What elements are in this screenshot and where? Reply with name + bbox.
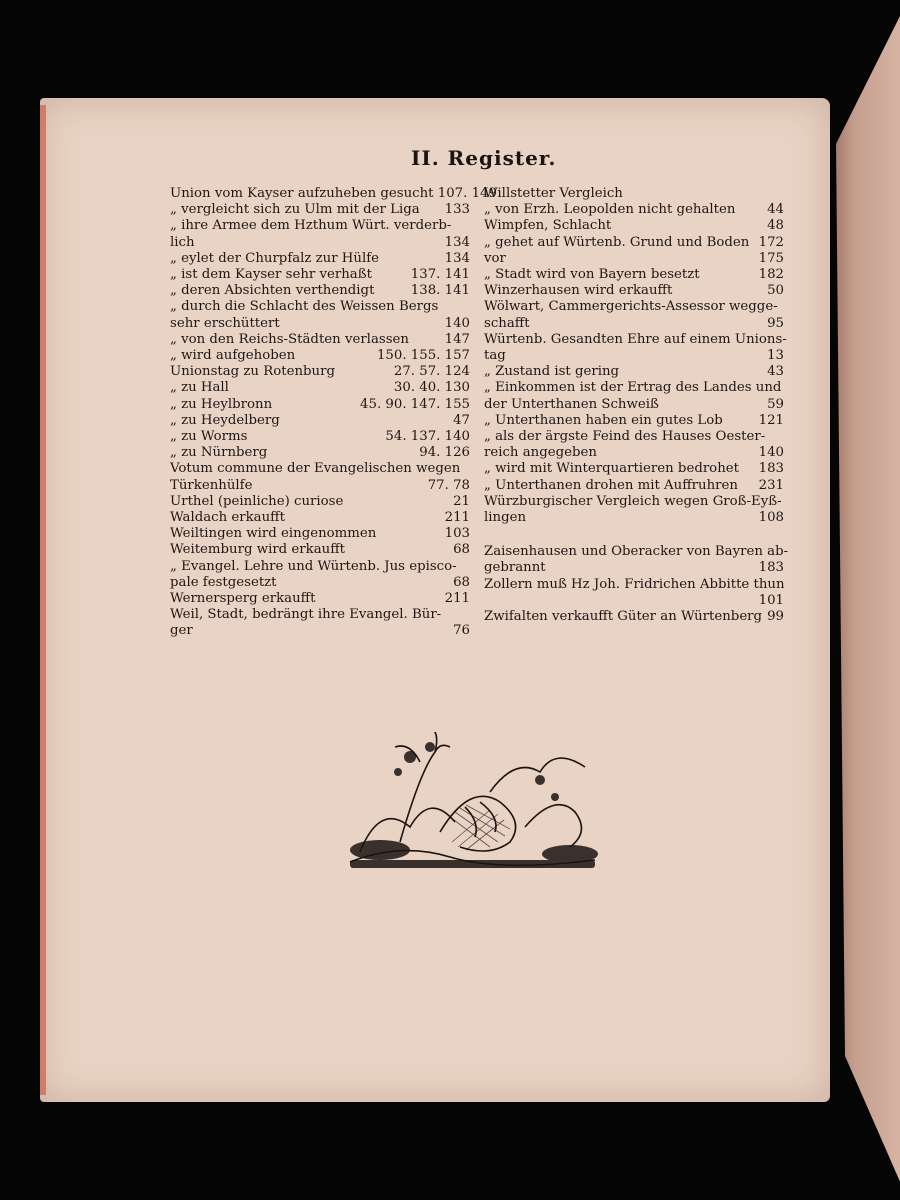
index-entry-text: „ gehet auf Würtenb. Grund und Boden	[484, 234, 750, 250]
index-entry-text: Unionstag zu Rotenburg	[170, 364, 335, 380]
index-entry	[484, 577, 784, 593]
index-entry-page-number: 150. 155. 157	[376, 348, 470, 364]
index-entry	[484, 218, 784, 234]
index-entry	[170, 607, 470, 623]
index-entry	[484, 202, 784, 218]
index-entry-text: tag	[484, 348, 506, 364]
index-entry-text: Weiltingen wird eingenommen	[170, 526, 377, 542]
index-entry-page-number: 44	[767, 202, 784, 218]
index-entry-page-number: 95	[767, 315, 784, 331]
index-entry-page-number: 140	[444, 315, 470, 331]
index-entry-page-number: 13	[767, 348, 784, 364]
index-entry-page-number: 103	[444, 526, 470, 542]
page-binding-edge	[40, 105, 46, 1095]
index-entry-text: „ wird mit Winterquartieren bedrohet	[484, 461, 739, 477]
index-entry	[170, 202, 470, 218]
index-entry-text: Weitemburg wird erkaufft	[170, 542, 345, 558]
index-entry	[170, 526, 470, 542]
index-entry	[170, 413, 470, 429]
index-entry-text: schafft	[484, 315, 530, 331]
index-entry-text: Zollern muß Hz Joh. Fridrichen Abbitte thun	[484, 576, 785, 592]
index-entry	[170, 559, 470, 575]
index-entry-page-number: 134	[444, 234, 470, 250]
index-entry-text: „ von Erzh. Leopolden nicht gehalten	[484, 202, 736, 218]
index-entry-text: Waldach erkaufft	[170, 510, 285, 526]
index-entry	[484, 331, 787, 348]
index-entry-text: „ ist dem Kayser sehr verhaßt	[170, 267, 372, 283]
index-entry	[170, 397, 470, 413]
index-entry	[484, 478, 784, 494]
index-entry-page-number: 182	[758, 267, 784, 283]
index-entry	[170, 623, 470, 639]
index-entry-text: „ Einkommen ist der Ertrag des Landes und	[484, 380, 782, 396]
index-entry	[170, 478, 470, 494]
index-entry-text: „ zu Hall	[170, 380, 229, 396]
index-entry-page-number: 76	[453, 623, 470, 639]
index-entry-text: Türkenhülfe	[170, 477, 253, 493]
index-entry-text: Wimpfen, Schlacht	[484, 218, 612, 234]
index-entry	[170, 251, 470, 267]
index-entry-text: „ Zustand ist gering	[484, 364, 620, 380]
index-entry-page-number: 108	[758, 510, 784, 526]
index-entry	[484, 299, 784, 315]
index-entry-text: „ zu Heylbronn	[170, 396, 273, 412]
index-entry-page-number: 231	[758, 477, 784, 493]
index-entry-page-number: 59	[767, 396, 784, 412]
index-entry-page-number: 30. 40. 130	[393, 380, 470, 396]
index-entry-text: Würtenb. Gesandten Ehre auf einem Unions-	[484, 331, 787, 347]
index-entry	[484, 267, 784, 283]
index-entry-page-number: 121	[758, 412, 784, 428]
index-entry-text: „ Unterthanen drohen mit Auffruhren	[484, 477, 738, 493]
index-entry	[484, 461, 784, 477]
index-entry-page-number: 134	[444, 250, 470, 266]
index-entry	[170, 235, 470, 251]
index-entry	[170, 267, 470, 283]
index-entry-text: Votum commune der Evangelischen wegen	[170, 461, 461, 477]
index-entry-text: Winzerhausen wird erkaufft	[484, 283, 673, 299]
floral-vignette-ornament	[340, 732, 605, 882]
index-entry	[170, 380, 470, 396]
index-entry	[484, 348, 784, 364]
index-entry	[170, 494, 470, 510]
index-entry	[484, 510, 784, 526]
index-entry-text: ger	[170, 623, 193, 639]
index-entry-text: „ von den Reichs-Städten verlassen	[170, 331, 409, 347]
index-entry	[484, 251, 784, 267]
index-entry	[484, 544, 789, 560]
index-entry-page-number: 183	[758, 461, 784, 477]
index-entry	[484, 316, 784, 332]
index-entry	[170, 429, 470, 445]
index-entry-page-number: 45. 90. 147. 155	[360, 396, 470, 412]
index-entry-text: Weil, Stadt, bedrängt ihre Evangel. Bür-	[170, 607, 442, 623]
index-entry	[170, 218, 470, 234]
index-entry	[484, 593, 784, 609]
index-entry	[484, 397, 784, 413]
index-entry-text: „ Evangel. Lehre und Würtenb. Jus episco-	[170, 558, 457, 574]
index-entry	[170, 510, 470, 526]
index-entry	[170, 364, 470, 380]
index-column-right	[484, 186, 789, 625]
index-entry	[484, 526, 784, 544]
index-entry	[170, 283, 470, 299]
index-entry	[484, 364, 784, 380]
index-entry-page-number: 77. 78	[427, 477, 470, 493]
index-entry-text: Zaisenhausen und Oberacker von Bayren ab-	[484, 544, 789, 560]
index-entry	[484, 609, 784, 625]
index-entry-text: reich angegeben	[484, 445, 597, 461]
index-entry-text: Union vom Kayser aufzuheben gesucht 107. 149	[170, 186, 497, 201]
index-entry	[484, 283, 784, 299]
index-entry-text: „ zu Heydelberg	[170, 412, 280, 428]
index-entry-page-number: 47	[453, 412, 470, 428]
index-entry-page-number: 147	[444, 331, 470, 347]
index-entry-text: Würzburgischer Vergleich wegen Groß-Eyß-	[484, 493, 782, 509]
index-entry-page-number: 48	[767, 218, 784, 234]
index-entry-text: gebrannt	[484, 560, 546, 576]
index-entry-page-number: 183	[758, 560, 784, 576]
page-header: II. Register.	[411, 146, 557, 170]
index-entry	[170, 542, 470, 558]
index-entry-page-number: 21	[453, 493, 470, 509]
index-entry-page-number: 27. 57. 124	[393, 364, 470, 380]
index-entry-text: Urthel (peinliche) curiose	[170, 493, 344, 509]
index-entry	[484, 560, 784, 576]
index-entry-text: „ zu Nürnberg	[170, 445, 268, 461]
index-entry-page-number: 68	[453, 542, 470, 558]
index-entry-text: „ Unterthanen haben ein gutes Lob	[484, 412, 723, 428]
index-entry-text: „ zu Worms	[170, 429, 248, 445]
index-entry-text: Wernersperg erkaufft	[170, 591, 316, 607]
index-entry	[170, 575, 470, 591]
index-entry	[170, 316, 470, 332]
index-entry-page-number: 211	[444, 591, 470, 607]
index-entry	[484, 429, 784, 445]
index-entry	[484, 494, 784, 510]
index-entry	[170, 461, 470, 477]
index-entry	[484, 413, 784, 429]
index-entry-page-number: 137. 141	[410, 267, 470, 283]
index-entry-page-number: 140	[758, 445, 784, 461]
index-entry-text: Wölwart, Cammergerichts-Assessor wegge-	[484, 299, 778, 315]
index-entry-page-number: 211	[444, 510, 470, 526]
index-entry-page-number: 99	[767, 609, 784, 625]
index-entry	[170, 348, 470, 364]
index-entry-page-number: 175	[758, 250, 784, 266]
index-entry-page-number: 50	[767, 283, 784, 299]
index-entry-text: der Unterthanen Schweiß	[484, 396, 659, 412]
facing-page-edge	[818, 0, 900, 1200]
index-entry-text: „ Stadt wird von Bayern besetzt	[484, 267, 700, 283]
index-entry-text: „ durch die Schlacht des Weissen Bergs	[170, 299, 439, 315]
index-entry-page-number: 101	[758, 592, 784, 608]
index-entry	[170, 186, 497, 202]
index-entry	[484, 445, 784, 461]
index-entry-text: „ wird aufgehoben	[170, 348, 296, 364]
index-entry-text: „ deren Absichten verthendigt	[170, 283, 375, 299]
index-entry-text: lingen	[484, 510, 527, 526]
index-entry-text: lich	[170, 234, 195, 250]
index-entry-text: „ eylet der Churpfalz zur Hülfe	[170, 250, 380, 266]
index-entry-page-number: 133	[444, 202, 470, 218]
index-entry	[484, 186, 784, 202]
index-entry-page-number: 172	[758, 234, 784, 250]
index-entry-text: vor	[484, 250, 506, 266]
index-entry	[170, 445, 470, 461]
index-entry-text: „ als der ärgste Feind des Hauses Oester-	[484, 429, 766, 445]
index-entry	[170, 591, 470, 607]
index-entry-text: Willstetter Vergleich	[484, 186, 623, 201]
index-entry-text: Zwifalten verkaufft Güter an Würtenberg	[484, 609, 763, 625]
index-entry	[484, 235, 784, 251]
index-entry	[170, 332, 470, 348]
index-entry-text: „ ihre Armee dem Hzthum Würt. verderb-	[170, 218, 452, 234]
index-entry	[170, 299, 470, 315]
index-entry-page-number: 138. 141	[410, 283, 470, 299]
index-entry-page-number: 68	[453, 574, 470, 590]
index-entry-page-number: 94. 126	[419, 445, 470, 461]
index-entry-page-number: 43	[767, 364, 784, 380]
index-entry-text: pale festgesetzt	[170, 574, 277, 590]
index-entry-text: „ vergleicht sich zu Ulm mit der Liga	[170, 202, 420, 218]
index-entry-page-number: 54. 137. 140	[385, 429, 470, 445]
index-entry	[484, 380, 784, 396]
index-entry-text: sehr erschüttert	[170, 315, 280, 331]
